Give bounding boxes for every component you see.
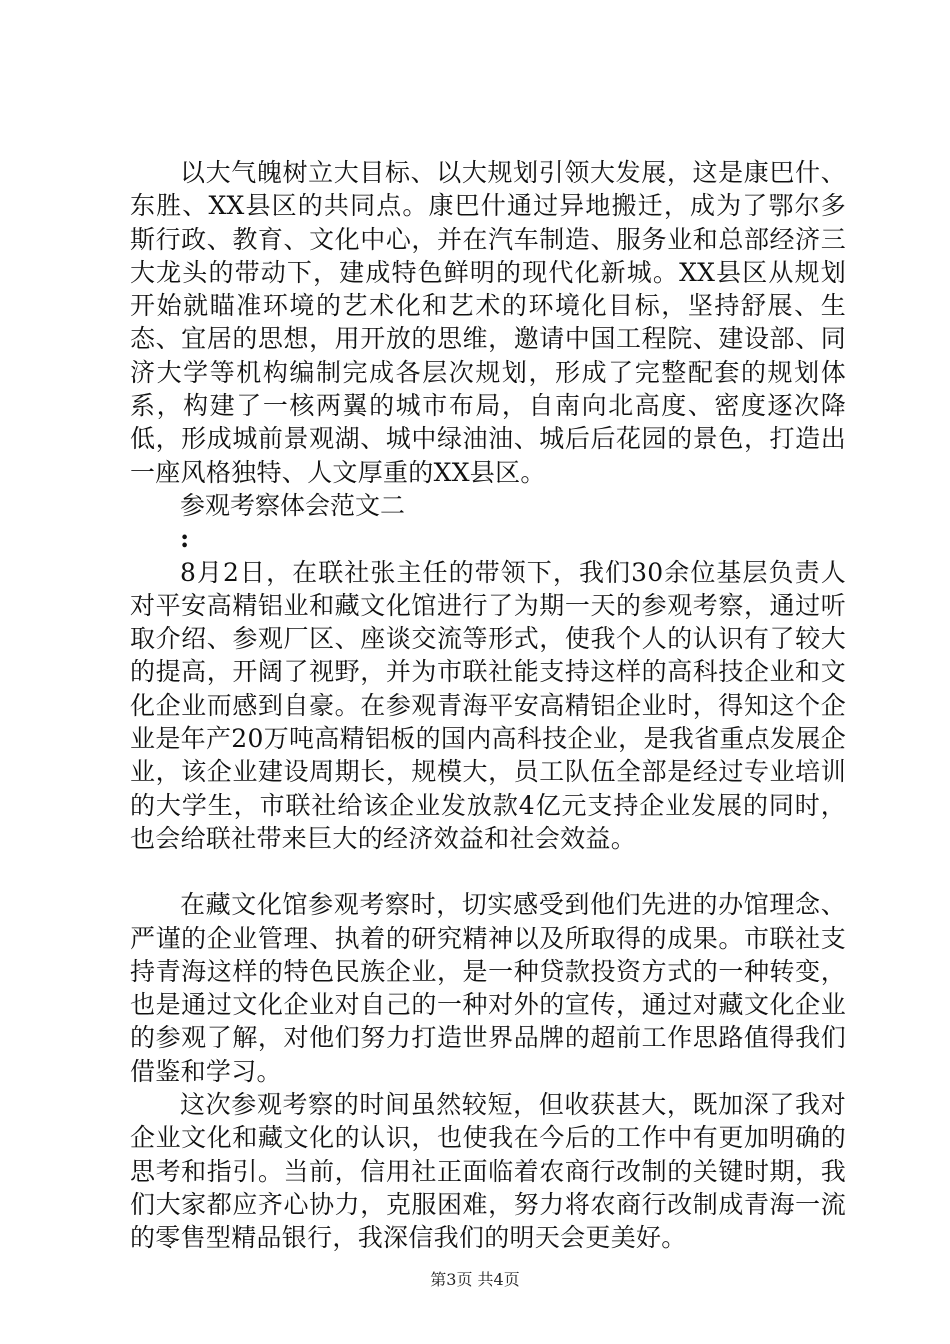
paragraph-planning: 以大气魄树立大目标、以大规划引领大发展，这是康巴什、东胜、XX县区的共同点。康巴什通过异地搬迁，成为了鄂尔多斯行政、教育、文化中心，并在汽车制造、服务业和总部经济三大龙头的带动下，建成特色鲜明的现代化新城。XX县区从规划开始就瞄准环境的艺术化和艺术的环境化目标，坚持舒展、生态、宜居的思想，用开放的思维，邀请中国工程院、建设部、同济大学等机构编制完成各层次规划，形成了完整配套的规划体系，构建了一核两翼的城市布局，自南向北高度、密度逐次降低，形成城前景观湖、城中绿油油、城后后花园的景色，打造出一座风格独特、人文厚重的XX县区。 xyxy=(130,158,846,487)
paragraph-visit: 8月2日，在联社张主任的带领下，我们30余位基层负责人对平安高精铝业和藏文化馆进行了为期一天的参观考察，通过听取介绍、参观厂区、座谈交流等形式，使我个人的认识有了较大的提高，开阔了视野，并为市联社能支持这样的高科技企业和文化企业而感到自豪。在参观青海平安高精铝企业时，得知这个企业是年产20万吨高精铝板的国内高科技企业，是我省重点发展企业，该企业建设周期长，规模大，员工队伍全部是经过专业培训的大学生，市联社给该企业发放款4亿元支持企业发展的同时，也会给联社带来巨大的经济效益和社会效益。 xyxy=(130,557,846,853)
section-heading: 参观考察体会范文二 xyxy=(180,490,406,520)
colon-line: : xyxy=(180,524,190,554)
paragraph-tibetan-museum: 在藏文化馆参观考察时，切实感受到他们先进的办馆理念、严谨的企业管理、执着的研究精神以及所取得的成果。市联社支持青海这样的特色民族企业，是一种贷款投资方式的一种转变，也是通过文化企业对自己的一种对外的宣传，通过对藏文化企业的参观了解，对他们努力打造世界品牌的超前工作思路值得我们借鉴和学习。 xyxy=(130,890,846,1086)
paragraph-conclusion: 这次参观考察的时间虽然较短，但收获甚大，既加深了我对企业文化和藏文化的认识，也使我在今后的工作中有更加明确的思考和指引。当前，信用社正面临着农商行改制的关键时期，我们大家都应齐心协力，克服困难，努力将农商行改制成青海一流的零售型精品银行，我深信我们的明天会更美好。 xyxy=(130,1090,846,1253)
page-number-footer: 第3页 共4页 xyxy=(430,1270,520,1289)
document-body xyxy=(130,156,846,1255)
